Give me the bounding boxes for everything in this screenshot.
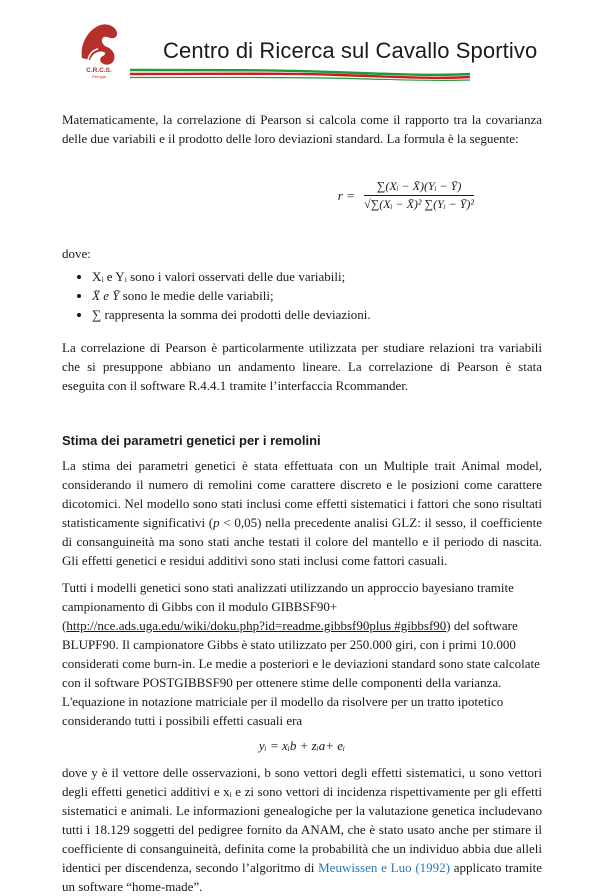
page-header xyxy=(0,0,600,90)
list-item xyxy=(92,286,542,305)
pearson-formula xyxy=(62,178,542,226)
p-symbol: p xyxy=(213,515,220,530)
list-item-symbol: Xᵢ e Yᵢ xyxy=(92,269,127,284)
variable-list xyxy=(62,267,542,324)
formula-numerator: ∑(Xᵢ − X̄)(Yᵢ − Ȳ) xyxy=(364,178,474,196)
intro-paragraph: Matematicamente, la correlazione di Pearson si calcola come il rapporto tra la covarianza delle due variabili e il prodotto delle loro deviazioni standard. La formula è la seguente: xyxy=(62,112,542,146)
header-title: Centro di Ricerca sul Cavallo Sportivo xyxy=(163,38,538,63)
list-item-symbol: ∑ xyxy=(92,307,102,322)
model-paragraph-text-b: < 0,05) nella precedente analisi GLZ: il sesso, il coefficiente di consanguineità ma sono stati anche testati il colore del mantello e il periodo di nascita. Gli effetti genetici e residui additivi sono stati inclusi come fattori casuali. xyxy=(62,515,542,568)
gibbs-paragraph-text-b: ) del software BLUPF90. Il campionatore Gibbs è stato utilizzato per 250.000 giri, con i primi 10.000 considerati come burn-in. Le medie a posteriori e le deviazioni standard sono state calcolate con il software POSTGIBBSF90 per ottenere stime delle componenti della varianza. L'equazione in notazione matriciale per il modello da risolvere per un tratto ipotetico considerando tutti i possibili effetti casuali era xyxy=(62,618,540,728)
citation-link[interactable]: Meuwissen e Luo (1992) xyxy=(318,860,450,875)
model-paragraph-text-a: La stima dei parametri genetici è stata effettuata con un Multiple trait Animal model, considerando il numero di remolini come carattere discreto e le posizioni come carattere dicotomici. Nel modello sono stati inclusi come effetti sistematici i fattori che sono risultati statisticamente significativi ( xyxy=(62,458,542,530)
model-paragraph xyxy=(62,456,542,570)
pedigree-paragraph-text-b: applicato tramite un software “home-made”. xyxy=(62,860,542,894)
list-item xyxy=(92,267,542,286)
gibbs-paragraph xyxy=(62,578,542,730)
pedigree-paragraph-text-a: dove y è il vettore delle osservazioni, b sono vettori degli effetti sistematici, u sono vettori degli effetti genetici additivi e xᵢ e zi sono vettori di incidenza rispettivamente per gli effetti sistematici e animali. Le informazioni genealogiche per la valutazione genetica includevano tutti i 18.129 soggetti del pedigree fornito da ANAM, che è stato usato anche per stimare il coefficiente di consanguineità, definita come la probabilità che un individuo abbia due alleli identici per discendenza, secondo l’algoritmo di xyxy=(62,765,542,875)
formula-denominator: √∑(Xᵢ − X̄)² ∑(Yᵢ − Ȳ)² xyxy=(364,197,474,211)
gibbsf90-link[interactable]: http://nce.ads.uga.edu/wiki/doku.php?id=readme.gibbsf90plus #gibbsf90 xyxy=(66,618,447,633)
list-item-symbol: X̄ e Ȳ xyxy=(92,288,120,303)
list-item-text: rappresenta la somma dei prodotti delle deviazioni. xyxy=(101,307,371,322)
svg-text:Perugia: Perugia xyxy=(92,74,106,79)
list-item xyxy=(92,305,542,324)
pearson-paragraph: La correlazione di Pearson è particolarmente utilizzata per studiare relazioni tra variabili che si presuppone abbiano un andamento lineare. La correlazione di Pearson è stata eseguita con il software R.4.4.1 tramite l’interfaccia Rcommander. xyxy=(62,340,542,393)
dove-label: dove: xyxy=(62,246,91,261)
formula-lhs: r = xyxy=(337,188,355,203)
document-body xyxy=(62,110,542,896)
tricolor-stripe xyxy=(130,64,470,82)
gibbs-paragraph-text-a: Tutti i modelli genetici sono stati analizzati utilizzando un approccio bayesiano tramite campionamento di Gibbs con il modulo GIBBSF90+ ( xyxy=(62,580,514,633)
list-item-text: sono i valori osservati delle due variabili; xyxy=(126,269,346,284)
svg-text:C.R.C.S.: C.R.C.S. xyxy=(86,67,112,74)
pedigree-paragraph xyxy=(62,763,542,896)
model-equation: yᵢ = xᵢb + zᵢa+ eᵢ xyxy=(258,738,346,753)
section-heading: Stima dei parametri genetici per i remolini xyxy=(62,433,321,448)
list-item-text: sono le medie delle variabili; xyxy=(119,288,274,303)
horse-logo-icon xyxy=(74,18,124,80)
